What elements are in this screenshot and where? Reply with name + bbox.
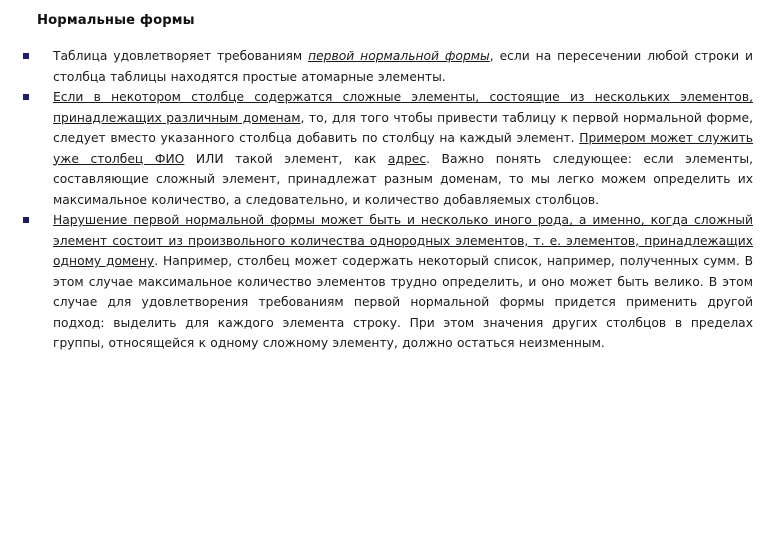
- bullet-3-text: . Например, столбец может содержать некоторый список, например, полученных сумм. В этом случае максимальное количество элементов трудно определить, и оно может быть велико. В этом случае для удовлетворения требованиям первой нормальной формы придется применить другой подход: выделить для каждого элемента строку. При этом значения других столбцов в пределах группы, относящейся к одному сложному элементу, должно остаться неизменным.: [53, 254, 754, 350]
- bullet-1-text-cont: , если на пересечении любой строки и столбца таблицы находятся простые атомарные элементы.: [53, 49, 753, 84]
- term-first-normal-form: первой нормальной формы: [308, 49, 490, 63]
- bullet-item-2: [23, 87, 753, 210]
- bullet-2-term-address: адрес: [387, 151, 427, 166]
- slide-title: Нормальные формы: [37, 13, 195, 28]
- bullet-2-underlined-lead: Если в некотором столбце содержатся сложные элементы, состоящие из нескольких элементов, принадлежащих различным доменам: [53, 90, 753, 125]
- bullet-item-1: [23, 46, 753, 87]
- bullet-3-underlined-lead: Нарушение первой нормальной формы может быть и несколько иного рода, а именно, когда сложный элемент состоит из произвольного количества однородных элементов, т. е. элементов, принадлежащих одному домену: [53, 213, 753, 268]
- square-bullet-icon: [23, 217, 29, 223]
- bullet-list: [23, 46, 753, 354]
- bullet-item-3: [23, 210, 753, 354]
- bullet-2-text-2: ИЛИ такой элемент, как: [184, 151, 388, 166]
- bullet-2-text: , то, для того чтобы привести таблицу к первой нормальной форме, следует вместо указанного столбца добавить по столбцу на каждый элемент.: [53, 110, 753, 145]
- square-bullet-icon: [23, 94, 29, 100]
- bullet-2-text-3: . Важно понять следующее: если элементы, составляющие сложный элемент, принадлежат разным доменам, то мы легко можем определить их максимальное количество, а следовательно, и количество добавляемых столбцов.: [53, 151, 753, 207]
- square-bullet-icon: [23, 53, 29, 59]
- bullet-2-example-fio: Примером может служить уже столбец ФИО: [53, 131, 753, 166]
- bullet-1-text: Таблица удовлетворяет требованиям: [53, 49, 309, 63]
